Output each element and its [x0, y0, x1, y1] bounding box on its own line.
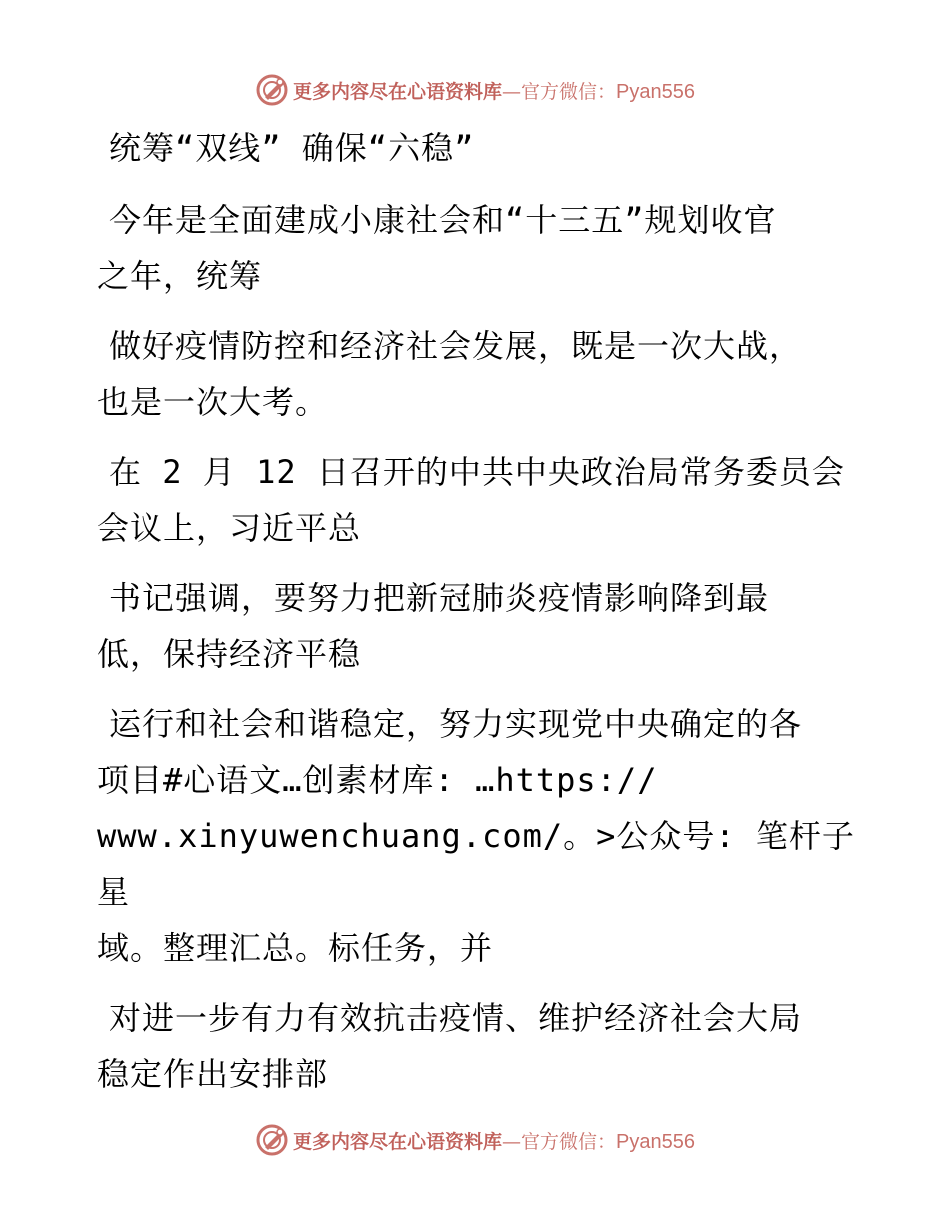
document-body — [97, 118, 857, 1116]
paragraph-line: 项目#心语文…创素材库: …https:// — [97, 761, 658, 799]
paragraph-line: 运行和社会和谐稳定，努力实现党中央确定的各 — [109, 705, 803, 743]
paragraph — [97, 192, 857, 304]
paragraph — [97, 990, 857, 1102]
header-banner-text — [293, 77, 695, 104]
header-banner-title: 更多内容尽在心语资料库 — [293, 80, 503, 103]
paragraph-line: 域。整理汇总。标任务，并 — [97, 929, 494, 967]
paragraph-line: 对进一步有力有效抗击疫情、维护经济社会大局 — [109, 999, 803, 1037]
paragraph — [97, 318, 857, 430]
header-banner-wechat-id: Pyan556 — [616, 80, 695, 103]
paragraph-line: 稳定作出安排部 — [97, 1055, 329, 1093]
footer-banner-label: —官方微信： — [502, 1130, 617, 1153]
document-title: 统筹“双线” 确保“六稳” — [109, 129, 475, 167]
paragraph-line-url: www.xinyuwenchuang.com/。>公众号: 笔杆子星 — [97, 817, 855, 911]
header-banner — [0, 70, 950, 110]
paragraph-line: 之年，统筹 — [97, 257, 263, 295]
stamp-logo-icon — [255, 1123, 289, 1157]
paragraph — [97, 570, 857, 682]
paragraph — [97, 444, 857, 556]
paragraph-line: 在 2 月 12 日召开的中共中央政治局常务委员会 — [109, 453, 845, 491]
paragraph-line: 做好疫情防控和经济社会发展，既是一次大战， — [109, 327, 803, 365]
paragraph-line: 也是一次大考。 — [97, 383, 329, 421]
paragraph-line: 书记强调，要努力把新冠肺炎疫情影响降到最 — [109, 579, 770, 617]
paragraph — [97, 696, 857, 976]
paragraph-line: 今年是全面建成小康社会和“十三五”规划收官 — [109, 201, 777, 239]
paragraph-line: 会议上，习近平总 — [97, 509, 362, 547]
footer-banner-text — [293, 1127, 695, 1154]
footer-banner-title: 更多内容尽在心语资料库 — [293, 1130, 503, 1153]
header-banner-label: —官方微信： — [502, 80, 617, 103]
footer-banner-wechat-id: Pyan556 — [616, 1130, 695, 1153]
footer-banner — [0, 1120, 950, 1160]
paragraph-line: 低，保持经济平稳 — [97, 635, 362, 673]
stamp-logo-icon — [255, 73, 289, 107]
